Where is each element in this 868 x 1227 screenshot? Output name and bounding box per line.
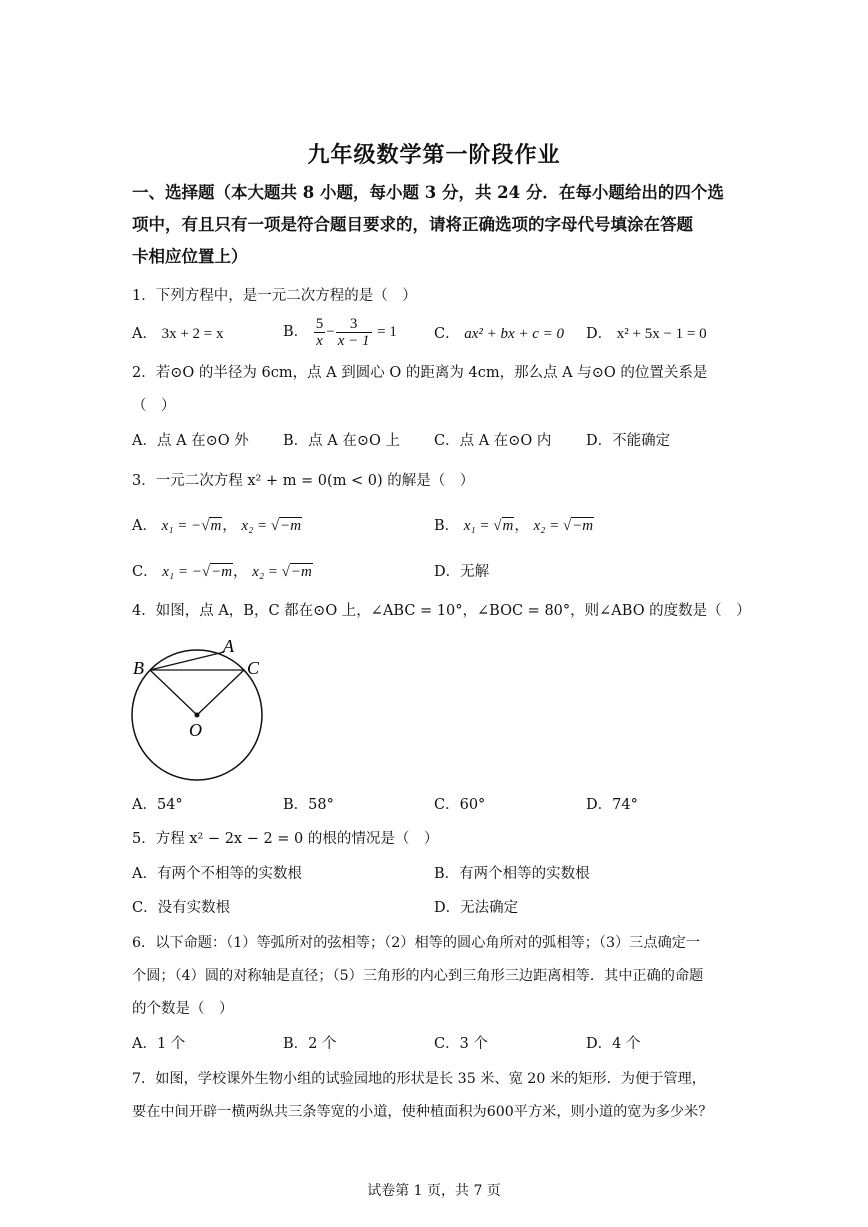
- question-7-line1: 7．如图，学校课外生物小组的试验园地的形状是长 35 米、宽 20 米的矩形．为便于管理，: [132, 1071, 706, 1087]
- q6-option-d: D．4 个: [586, 1036, 641, 1052]
- q6-option-a: A．1 个: [132, 1036, 186, 1052]
- q1-b-num1: 5: [315, 315, 324, 332]
- q1-option-b-label: B．: [283, 324, 309, 340]
- q3-a-sep: ，: [222, 518, 237, 534]
- question-2-stem-paren: （ ）: [132, 398, 176, 414]
- q1-option-a-expr: 3x + 2 = x: [161, 326, 224, 342]
- center-point: [195, 713, 200, 718]
- q4-circle-figure: [126, 632, 271, 782]
- question-6-line1: 6．以下命题：（1）等弧所对的弦相等；（2）相等的圆心角所对的弧相等；（3）三点确定一: [132, 935, 701, 951]
- radius-oc: [197, 670, 244, 715]
- q5-option-c: C．没有实数根: [132, 900, 231, 916]
- question-7-line2: 要在中间开辟一横两纵共三条等宽的小道，使种植面积为600平方米，则小道的宽为多少米？: [132, 1104, 713, 1120]
- q1-option-a-label: A．: [132, 326, 157, 342]
- q4-option-a: A．54°: [132, 797, 183, 813]
- q1-b-minus: −: [326, 324, 335, 340]
- q5-option-b: B．有两个相等的实数根: [434, 866, 590, 882]
- q3-b-x1: x₁ =: [463, 518, 494, 534]
- q3-b-r1: m: [502, 518, 514, 534]
- q1-b-den1: x: [316, 332, 323, 349]
- label-b: B: [133, 658, 144, 678]
- q3-a-x2: x₂ =: [241, 518, 271, 534]
- q1-option-c-expr: ax² + bx + c = 0: [464, 326, 565, 342]
- q3-b-sep: ，: [514, 518, 529, 534]
- sqrt-icon: √: [281, 564, 290, 580]
- q3-option-b: [434, 516, 594, 536]
- label-c: C: [247, 658, 260, 678]
- q1-option-a: [132, 324, 224, 344]
- section-heading-line3: 卡相应位置上）: [132, 247, 248, 266]
- q1-b-fraction-2: [336, 316, 372, 349]
- q5-option-d: D．无法确定: [434, 900, 519, 916]
- q2-option-c: C．点 A 在⊙O 内: [434, 433, 552, 449]
- question-5-stem: 5．方程 x² − 2x − 2 = 0 的根的情况是（ ）: [132, 831, 439, 847]
- q2-option-a: A．点 A 在⊙O 外: [132, 433, 249, 449]
- q1-b-fraction-1: [314, 316, 326, 349]
- sqrt-icon: √: [562, 518, 572, 534]
- q1-option-b: [283, 314, 397, 350]
- q3-c-x1: x₁ = −: [162, 564, 202, 580]
- q1-option-d-label: D．: [586, 326, 613, 342]
- question-2-stem: 2．若⊙O 的半径为 6cm，点 A 到圆心 O 的距离为 4cm，那么点 A 与⊙O 的位置关系是: [132, 365, 708, 381]
- q3-c-x2: x₂ =: [252, 564, 282, 580]
- q3-c-label: C．: [132, 564, 158, 580]
- q1-b-den2: x − 1: [337, 332, 370, 349]
- q3-c-r1: −m: [211, 564, 233, 580]
- sqrt-icon: √: [201, 564, 211, 580]
- q6-option-c: C．3 个: [434, 1036, 488, 1052]
- q1-option-c-label: C．: [434, 326, 460, 342]
- question-6-line3: 的个数是（ ）: [132, 1001, 234, 1017]
- q1-option-d-expr: x² + 5x − 1 = 0: [616, 326, 707, 342]
- section-heading-line1: 一、选择题（本大题共 8 小题，每小题 3 分，共 24 分．在每小题给出的四个选: [132, 183, 724, 202]
- q3-a-x1: x₁ = −: [161, 518, 202, 534]
- question-6-line2: 个圆；（4）圆的对称轴是直径；（5）三角形的内心到三角形三边距离相等．其中正确的命题: [132, 968, 704, 984]
- q3-a-label: A．: [132, 518, 157, 534]
- q1-option-d: [586, 324, 707, 344]
- q4-option-c: C．60°: [434, 797, 486, 813]
- page-footer: 试卷第 1 页，共 7 页: [367, 1183, 501, 1199]
- q3-a-r2: −m: [280, 518, 302, 534]
- q3-b-r2: −m: [572, 518, 594, 534]
- q4-option-b: B．58°: [283, 797, 334, 813]
- q4-option-d: D．74°: [586, 797, 638, 813]
- q3-c-r2: −m: [290, 564, 312, 580]
- q1-b-num2: 3: [336, 316, 372, 333]
- question-4-stem: 4．如图，点 A，B，C 都在⊙O 上，∠ABC = 10°，∠BOC = 80°，则∠ABO 的度数是（ ）: [132, 603, 751, 619]
- q1-b-rhs: = 1: [377, 324, 397, 340]
- q3-c-sep: ，: [233, 564, 248, 580]
- label-o: O: [189, 720, 202, 740]
- q3-a-r1: m: [210, 518, 222, 534]
- section-heading-line2: 项中，有且只有一项是符合题目要求的，请将正确选项的字母代号填涂在答题: [132, 215, 693, 234]
- q3-b-x2: x₂ =: [533, 518, 563, 534]
- label-a: A: [223, 636, 234, 656]
- q1-option-c: [434, 324, 564, 344]
- q5-option-a: A．有两个不相等的实数根: [132, 866, 302, 882]
- sqrt-icon: √: [201, 518, 210, 534]
- q3-option-d: D．无解: [434, 564, 490, 580]
- q2-option-b: B．点 A 在⊙O 上: [283, 433, 400, 449]
- q3-option-a: [132, 516, 302, 536]
- sqrt-icon: √: [270, 518, 280, 534]
- question-3-stem: 3．一元二次方程 x² + m = 0(m < 0) 的解是（ ）: [132, 473, 475, 489]
- q3-b-label: B．: [434, 518, 460, 534]
- page-title: 九年级数学第一阶段作业: [307, 142, 561, 168]
- q2-option-d: D．不能确定: [586, 433, 671, 449]
- sqrt-icon: √: [493, 518, 502, 534]
- q6-option-b: B．2 个: [283, 1036, 337, 1052]
- radius-ob: [150, 670, 197, 715]
- question-1-stem: 1．下列方程中，是一元二次方程的是（ ）: [132, 288, 417, 304]
- q3-option-c: [132, 562, 313, 582]
